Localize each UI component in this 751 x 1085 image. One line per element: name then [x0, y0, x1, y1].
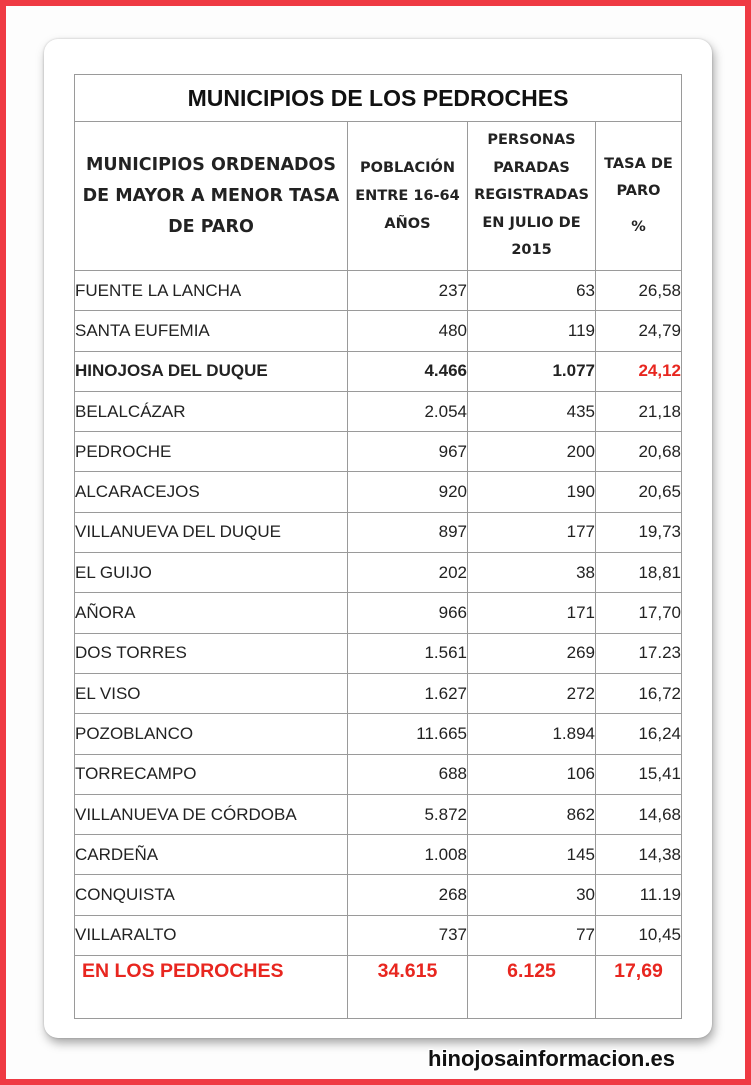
- poblacion-value: 1.627: [348, 673, 468, 713]
- table-row: [75, 714, 682, 754]
- table-row: [75, 794, 682, 834]
- total-paradas: 6.125: [468, 956, 596, 1019]
- paradas-value: 30: [468, 875, 596, 915]
- table-row: [75, 553, 682, 593]
- poblacion-value: 967: [348, 432, 468, 472]
- unemployment-table: [74, 74, 682, 1019]
- poblacion-value: 2.054: [348, 391, 468, 431]
- poblacion-value: 1.008: [348, 835, 468, 875]
- tasa-value: 15,41: [596, 754, 682, 794]
- paradas-value: 106: [468, 754, 596, 794]
- municipio-name: VILLANUEVA DEL DUQUE: [75, 512, 348, 552]
- poblacion-value: 737: [348, 915, 468, 955]
- tasa-value: 20,65: [596, 472, 682, 512]
- table-row: [75, 351, 682, 391]
- total-row: [75, 956, 682, 1019]
- total-tasa: 17,69: [596, 956, 682, 1019]
- header-poblacion: POBLACIÓN ENTRE 16-64 AÑOS: [348, 122, 468, 271]
- municipio-name: ALCARACEJOS: [75, 472, 348, 512]
- tasa-value: 24,79: [596, 311, 682, 351]
- municipio-name: EL GUIJO: [75, 553, 348, 593]
- municipio-name: BELALCÁZAR: [75, 391, 348, 431]
- table-row: [75, 875, 682, 915]
- municipio-name: HINOJOSA DEL DUQUE: [75, 351, 348, 391]
- municipio-name: CARDEÑA: [75, 835, 348, 875]
- paradas-value: 269: [468, 633, 596, 673]
- tasa-value: 19,73: [596, 512, 682, 552]
- paradas-value: 177: [468, 512, 596, 552]
- tasa-value: 18,81: [596, 553, 682, 593]
- paradas-value: 119: [468, 311, 596, 351]
- municipio-name: DOS TORRES: [75, 633, 348, 673]
- municipio-name: FUENTE LA LANCHA: [75, 271, 348, 311]
- paradas-value: 190: [468, 472, 596, 512]
- tasa-value: 10,45: [596, 915, 682, 955]
- paradas-value: 1.077: [468, 351, 596, 391]
- municipio-name: EL VISO: [75, 673, 348, 713]
- poblacion-value: 688: [348, 754, 468, 794]
- poblacion-value: 897: [348, 512, 468, 552]
- total-label: EN LOS PEDROCHES: [75, 956, 348, 1019]
- tasa-value: 24,12: [596, 351, 682, 391]
- poblacion-value: 1.561: [348, 633, 468, 673]
- header-row: [75, 122, 682, 271]
- tasa-value: 14,68: [596, 794, 682, 834]
- municipio-name: POZOBLANCO: [75, 714, 348, 754]
- poblacion-value: 237: [348, 271, 468, 311]
- total-poblacion: 34.615: [348, 956, 468, 1019]
- table-row: [75, 754, 682, 794]
- header-municipios: MUNICIPIOS ORDENADOS DE MAYOR A MENOR TASA DE PARO: [75, 122, 348, 271]
- tasa-value: 21,18: [596, 391, 682, 431]
- tasa-value: 14,38: [596, 835, 682, 875]
- paradas-value: 200: [468, 432, 596, 472]
- poblacion-value: 5.872: [348, 794, 468, 834]
- municipio-name: PEDROCHE: [75, 432, 348, 472]
- table-row: [75, 271, 682, 311]
- municipio-name: TORRECAMPO: [75, 754, 348, 794]
- table-row: [75, 391, 682, 431]
- poblacion-value: 11.665: [348, 714, 468, 754]
- paradas-value: 145: [468, 835, 596, 875]
- watermark: hinojosainformacion.es: [428, 1046, 675, 1071]
- poblacion-value: 202: [348, 553, 468, 593]
- municipio-name: VILLARALTO: [75, 915, 348, 955]
- municipio-name: CONQUISTA: [75, 875, 348, 915]
- tasa-value: 11.19: [596, 875, 682, 915]
- poblacion-value: 268: [348, 875, 468, 915]
- paradas-value: 171: [468, 593, 596, 633]
- table-row: [75, 915, 682, 955]
- poblacion-value: 4.466: [348, 351, 468, 391]
- paradas-value: 77: [468, 915, 596, 955]
- municipio-name: SANTA EUFEMIA: [75, 311, 348, 351]
- table-row: [75, 593, 682, 633]
- poblacion-value: 920: [348, 472, 468, 512]
- paradas-value: 1.894: [468, 714, 596, 754]
- table-title: MUNICIPIOS DE LOS PEDROCHES: [75, 75, 682, 122]
- tasa-value: 16,72: [596, 673, 682, 713]
- paradas-value: 435: [468, 391, 596, 431]
- table-row: [75, 835, 682, 875]
- table-row: [75, 311, 682, 351]
- tasa-value: 20,68: [596, 432, 682, 472]
- table-row: [75, 673, 682, 713]
- poblacion-value: 966: [348, 593, 468, 633]
- table-row: [75, 633, 682, 673]
- header-personas-paradas: PERSONAS PARADAS REGISTRADAS EN JULIO DE 2015: [468, 122, 596, 271]
- tasa-value: 17,70: [596, 593, 682, 633]
- tasa-value: 26,58: [596, 271, 682, 311]
- table-row: [75, 432, 682, 472]
- table-row: [75, 512, 682, 552]
- paradas-value: 63: [468, 271, 596, 311]
- municipio-name: AÑORA: [75, 593, 348, 633]
- poblacion-value: 480: [348, 311, 468, 351]
- paradas-value: 38: [468, 553, 596, 593]
- header-tasa-paro: TASA DE PARO %: [596, 122, 682, 271]
- paradas-value: 272: [468, 673, 596, 713]
- tasa-value: 17.23: [596, 633, 682, 673]
- tasa-value: 16,24: [596, 714, 682, 754]
- municipio-name: VILLANUEVA DE CÓRDOBA: [75, 794, 348, 834]
- paradas-value: 862: [468, 794, 596, 834]
- table-row: [75, 472, 682, 512]
